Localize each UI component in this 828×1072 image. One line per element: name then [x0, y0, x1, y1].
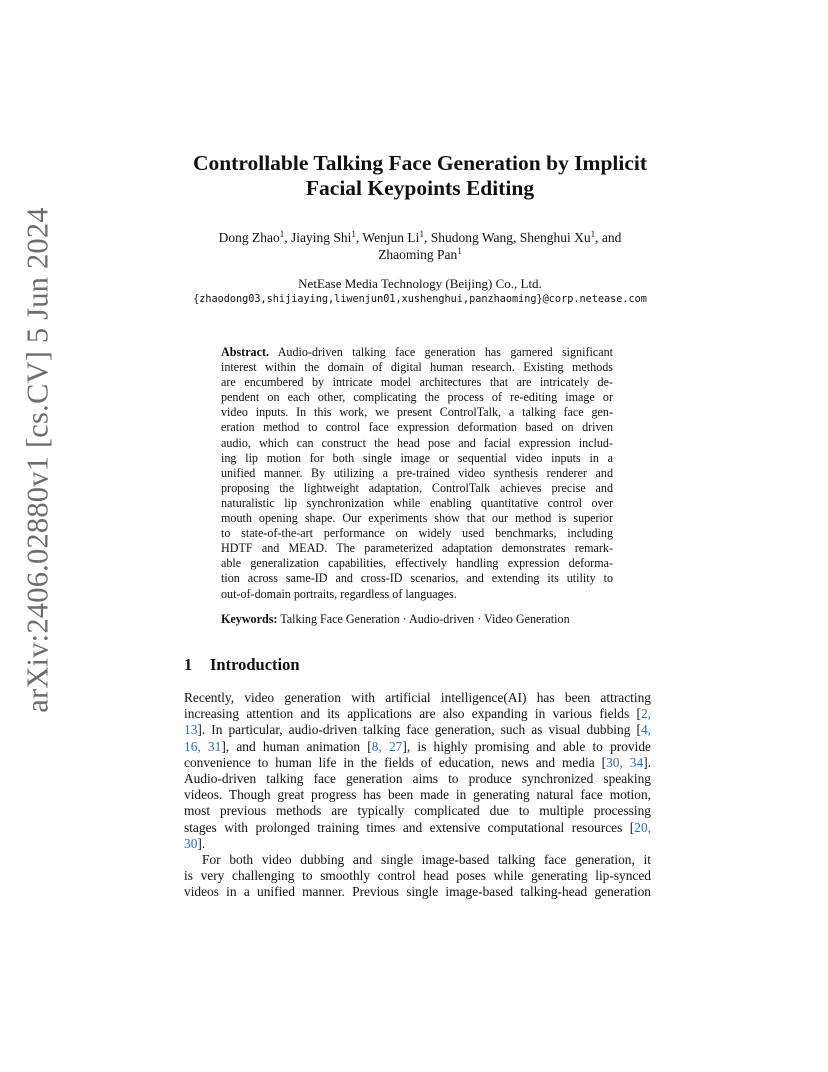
abstract-label: Abstract. [221, 345, 270, 359]
abstract-line [221, 587, 613, 602]
arxiv-sidebar-stamp [14, 115, 62, 805]
citation-link[interactable]: 13 [184, 722, 198, 738]
text-line: 30]. [184, 835, 206, 851]
author-name: Jiaying Shi [291, 230, 352, 245]
abstract-line [221, 511, 613, 526]
separator: , [423, 230, 431, 245]
abstract-line [221, 526, 613, 541]
section-title: Introduction [210, 655, 300, 674]
abstract-text: able generalization capabilities, effectively handling expression deforma- [221, 556, 613, 571]
text-line: For both video dubbing and single image-based talking face generation, it [202, 851, 651, 867]
section-number: 1 [184, 655, 193, 674]
affiliation-mark: 1 [590, 229, 596, 239]
text-line: 16, 31], and human animation [8, 27], is highly promising and able to provide [184, 738, 651, 754]
abstract-text: pendent on each other, complicating the process of re-editing image or [221, 390, 613, 405]
abstract-line [221, 496, 613, 511]
affiliation-block [140, 276, 700, 308]
citation-link[interactable]: 8, 27 [371, 738, 403, 754]
abstract-line [221, 405, 613, 420]
text-line: stages with prolonged training times and extensive computational resources [20, [184, 819, 651, 835]
author-list [150, 229, 690, 263]
organization: NetEase Media Technology (Beijing) Co., Ltd. [298, 276, 542, 291]
arxiv-identifier: arXiv:2406.02880v1 [cs.CV] 5 Jun 2024 [20, 207, 55, 713]
abstract-line [221, 481, 613, 496]
author-name: Zhaoming Pan [378, 247, 458, 262]
abstract-text: naturalistic lip synchronization while enabling quantitative control over [221, 495, 613, 510]
abstract-text: eration method to control face expression deformation based on driven [221, 420, 613, 435]
citation-link[interactable]: 2, [640, 706, 651, 722]
abstract-text: are encumbered by intricate model architectures that are intricately de- [221, 375, 613, 390]
section-heading [184, 655, 300, 675]
affiliation-mark: 1 [457, 246, 462, 256]
paper-title [150, 151, 690, 201]
text-line: increasing attention and its applications are also expanding in various fields [2, [184, 706, 651, 722]
citation-link[interactable]: 16, 31 [184, 738, 222, 754]
author-name: Shudong Wang, Shenghui Xu [430, 230, 591, 245]
text-line: convenience to human life in the fields of education, news and media [30, 34]. [184, 754, 651, 770]
separator: , [355, 230, 363, 245]
text-line: videos in a unified manner. Previous single image-based talking-head generation [184, 884, 651, 900]
abstract-line [221, 436, 613, 451]
affiliation-mark: 1 [279, 229, 285, 239]
abstract-line [221, 466, 613, 481]
keywords-text: Talking Face Generation · Audio-driven · Video Generation [280, 612, 570, 626]
text-line: Audio-driven talking face generation aims to produce synchronized speaking [184, 770, 651, 786]
email-list: {zhaodong03,shijiaying,liwenjun01,xushenghui,panzhaoming}@corp.netease.com [193, 294, 647, 305]
abstract-line [221, 345, 613, 360]
abstract-text: unified manner. By utilizing a pre-trained video synthesis renderer and [221, 465, 613, 480]
abstract-line [221, 451, 613, 466]
separator: , [284, 230, 291, 245]
title-line-2: Facial Keypoints Editing [305, 176, 535, 200]
introduction-body [184, 690, 651, 900]
abstract-text: mouth opening shape. Our experiments show that our method is superior [221, 511, 613, 526]
citation-link[interactable]: 30, 34 [606, 754, 644, 770]
citation-link[interactable]: 20, [634, 819, 651, 835]
abstract-line [221, 390, 613, 405]
separator: , and [595, 230, 622, 245]
affiliation-mark: 1 [419, 229, 424, 239]
text-line: videos. Though great progress has been made in generating natural face motion, [184, 787, 651, 803]
abstract-text: Audio-driven talking face generation has garnered significant [277, 345, 613, 359]
affiliation-mark: 1 [351, 229, 356, 239]
abstract-line [221, 360, 613, 375]
abstract-text: ing lip motion for both single image or sequential video inputs in a [221, 450, 613, 465]
keywords-label: Keywords: [221, 612, 278, 626]
abstract-text: to state-of-the-art performance on widely used benchmarks, including [221, 526, 613, 541]
abstract-text: audio, which can construct the head pose and facial expression includ- [221, 435, 613, 450]
abstract-text: interest within the domain of digital human research. Existing methods [221, 360, 613, 375]
abstract-line [221, 375, 613, 390]
citation-link[interactable]: 4, [640, 722, 651, 738]
abstract-text: out-of-domain portraits, regardless of languages. [221, 586, 457, 601]
abstract-line [221, 556, 613, 571]
abstract-text: HDTF and MEAD. The parameterized adaptation demonstrates remark- [221, 541, 613, 556]
author-name: Dong Zhao [218, 230, 280, 245]
text-line: is very challenging to smoothly control head poses while generating lip-synced [184, 868, 651, 884]
text-line: 13]. In particular, audio-driven talking face generation, such as visual dubbing [4, [184, 722, 651, 738]
abstract-line [221, 541, 613, 556]
abstract-line [221, 571, 613, 586]
abstract [221, 345, 613, 602]
text-line: Recently, video generation with artificial intelligence(AI) has been attracting [184, 690, 651, 705]
abstract-text: video inputs. In this work, we present ControlTalk, a talking face gen- [221, 405, 613, 420]
keywords [221, 612, 570, 627]
abstract-text: proposing the lightweight adaptation, ControlTalk achieves precise and [221, 480, 613, 495]
abstract-line [221, 420, 613, 435]
abstract-text: tion across same-ID and cross-ID scenarios, and extending its utility to [221, 571, 613, 586]
text-line: most previous methods are typically complicated due to multiple processing [184, 803, 651, 819]
citation-link[interactable]: 30 [184, 835, 198, 851]
title-line-1: Controllable Talking Face Generation by Implicit [192, 151, 648, 175]
author-name: Wenjun Li [362, 230, 420, 245]
